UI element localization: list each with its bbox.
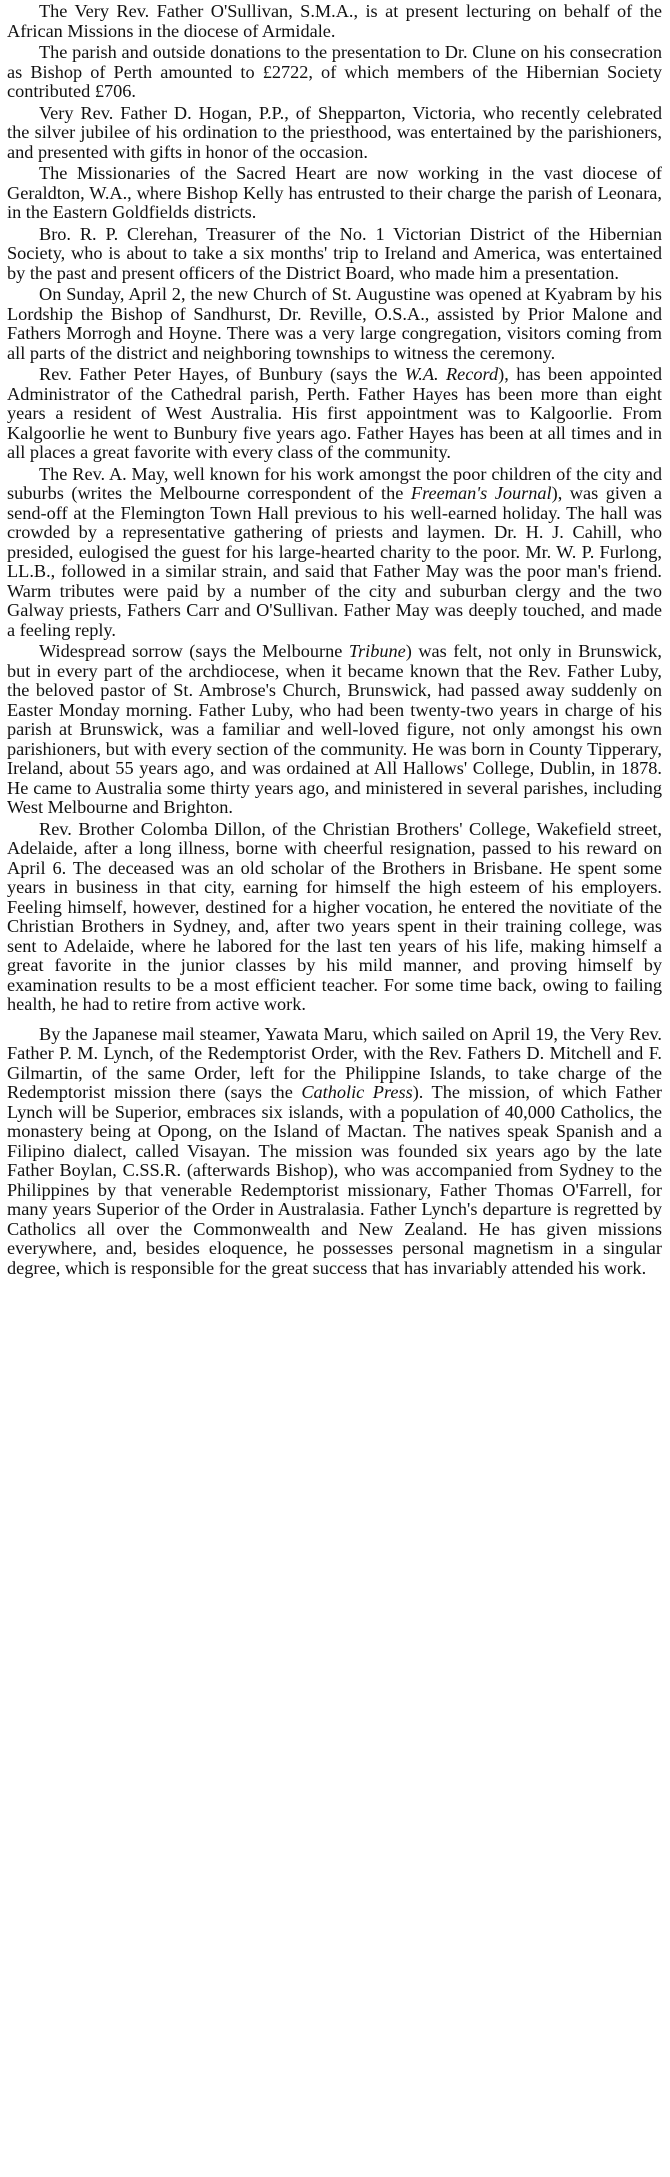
paragraph-text: Very Rev. Father D. Hogan, P.P., of Shepparton, Victoria, who recently celebrated the silver jubilee of his ordination to the priesthood, was entertained by the parishioners, and presented with gifts in honor of the occasion. [7, 102, 662, 162]
news-paragraph [7, 365, 662, 463]
paragraph-text: The Very Rev. Father O'Sullivan, S.M.A., is at present lecturing on behalf of the African Missions in the diocese of Armidale. [7, 1, 662, 41]
paragraph-text: The Missionaries of the Sacred Heart are now working in the vast diocese of Geraldton, W.A., where Bishop Kelly has entrusted to their charge the parish of Leonara, in the Eastern Goldfields districts. [7, 163, 662, 222]
paragraph-text: Bro. R. P. Clerehan, Treasurer of the No. 1 Victorian District of the Hibernian Society, who is about to take a six months' trip to Ireland and America, was entertained by the past and present officers of the District Board, who made him a presentation. [7, 223, 662, 283]
paragraph-text: ), was given a send-off at the Flemington Town Hall previous to his well-earned holiday. The hall was crowded by a representative gathering of priests and laymen. Dr. H. J. Cahill, who presided, eulogised the guest for his large-hearted charity to the poor. Mr. W. P. Furlong, LL.B., followed in a similar strain, and said that Father May was the poor man's friend. Warm tributes were paid by a number of the city and suburban clergy and the two Galway priests, Fathers Carr and O'Sullivan. Father May was deeply touched, and made a feeling reply. [7, 483, 662, 640]
paragraph-text: Rev. Father Peter Hayes, of Bunbury (says the [39, 364, 405, 384]
news-paragraph [7, 2, 662, 41]
news-paragraph [7, 642, 662, 818]
publication-title: Freeman's Journal [410, 483, 552, 503]
news-paragraph [7, 820, 662, 1015]
publication-title: W.A. Record [404, 364, 499, 384]
paragraph-text: By the Japanese mail steamer, Yawata Maru, which sailed on April 19, the Very Rev. Father P. M. Lynch, of the Redemptorist Order, with the Rev. Fathers D. Mitchell and F. Gilmartin, of the same Order, left for the Philippine Islands, to take charge of the Redemptorist mission there (says the [7, 1023, 662, 1102]
paragraph-text: ) was felt, not only in Brunswick, but in every part of the archdiocese, when it became known that the Rev. Father Luby, the beloved pastor of St. Ambrose's Church, Brunswick, had passed away suddenly on Easter Monday morning. Father Luby, who had been twenty-two years in charge of his parish at Brunswick, was a familiar and well-loved figure, not only amongst his own parishioners, but with every section of the community. He was born in County Tipperary, Ireland, about 55 years ago, and was ordained at All Hallows' College, Dublin, in 1878. He came to Australia some thirty years ago, and ministered in several parishes, including West Melbourne and Brighton. [7, 641, 662, 817]
publication-title: Tribune [348, 641, 406, 661]
publication-title: Catholic Press [301, 1082, 413, 1102]
news-paragraph [7, 164, 662, 223]
paragraph-text: The parish and outside donations to the presentation to Dr. Clune on his consecration as Bishop of Perth amounted to £2722, of which members of the Hibernian Society contributed £706. [7, 42, 662, 101]
paragraph-text: The Rev. A. May, well known for his work amongst the poor children of the city and suburbs (writes the Melbourne correspondent of the [7, 463, 662, 503]
news-paragraph [7, 285, 662, 363]
paragraph-text: On Sunday, April 2, the new Church of St. Augustine was opened at Kyabram by his Lordship the Bishop of Sandhurst, Dr. Reville, O.S.A., assisted by Prior Malone and Fathers Morrogh and Hoyne. There was a very large congregation, visitors coming from all parts of the district and neighboring townships to witness the ceremony. [7, 284, 662, 363]
paragraph-text: Widespread sorrow (says the Melbourne [39, 641, 349, 661]
news-paragraph [7, 465, 662, 641]
paragraph-text: Rev. Brother Colomba Dillon, of the Christian Brothers' College, Wakefield street, Adelaide, after a long illness, borne with cheerful resignation, passed to his reward on April 6. The deceased was an old scholar of the Brothers in Brisbane. He spent some years in business in that city, earning for himself the high esteem of his employers. Feeling himself, however, destined for a higher vocation, he entered the novitiate of the Christian Brothers in Sydney, and, after two years spent in their training college, was sent to Adelaide, where he labored for the last ten years of his life, making himself a great favorite in the junior classes by his mild manner, and proving himself by examination results to be a most efficient teacher. For some time back, owing to failing health, he had to retire from active work. [7, 818, 662, 1014]
paragraph-text: ). The mission, of which Father Lynch will be Superior, embraces six islands, with a population of 40,000 Catholics, the monastery being at Opong, on the Island of Mactan. The natives speak Spanish and a Filipino dialect, called Visayan. The mission was founded six years ago by the late Father Boylan, C.SS.R. (afterwards Bishop), who was accompanied from Sydney to the Philippines by that venerable Redemptorist missionary, Father Thomas O'Farrell, for many years Superior of the Order in Australasia. Father Lynch's departure is regretted by Catholics all over the Commonwealth and New Zealand. He has given missions everywhere, and, besides eloquence, he possesses personal magnetism in a singular degree, which is responsible for the great success that has invariably attended his work. [7, 1082, 663, 1278]
news-paragraph [7, 225, 662, 284]
news-paragraph [7, 1025, 662, 1279]
paragraph-text: ), has been appointed Administrator of the Cathedral parish, Perth. Father Hayes has been more than eight years a resident of West Australia. His first appointment was to Kalgoorlie. From Kalgoorlie he went to Bunbury five years ago. Father Hayes has been at all times and in all places a great favorite with every class of the community. [7, 364, 662, 462]
news-paragraph [7, 43, 662, 102]
news-paragraph [7, 104, 662, 163]
